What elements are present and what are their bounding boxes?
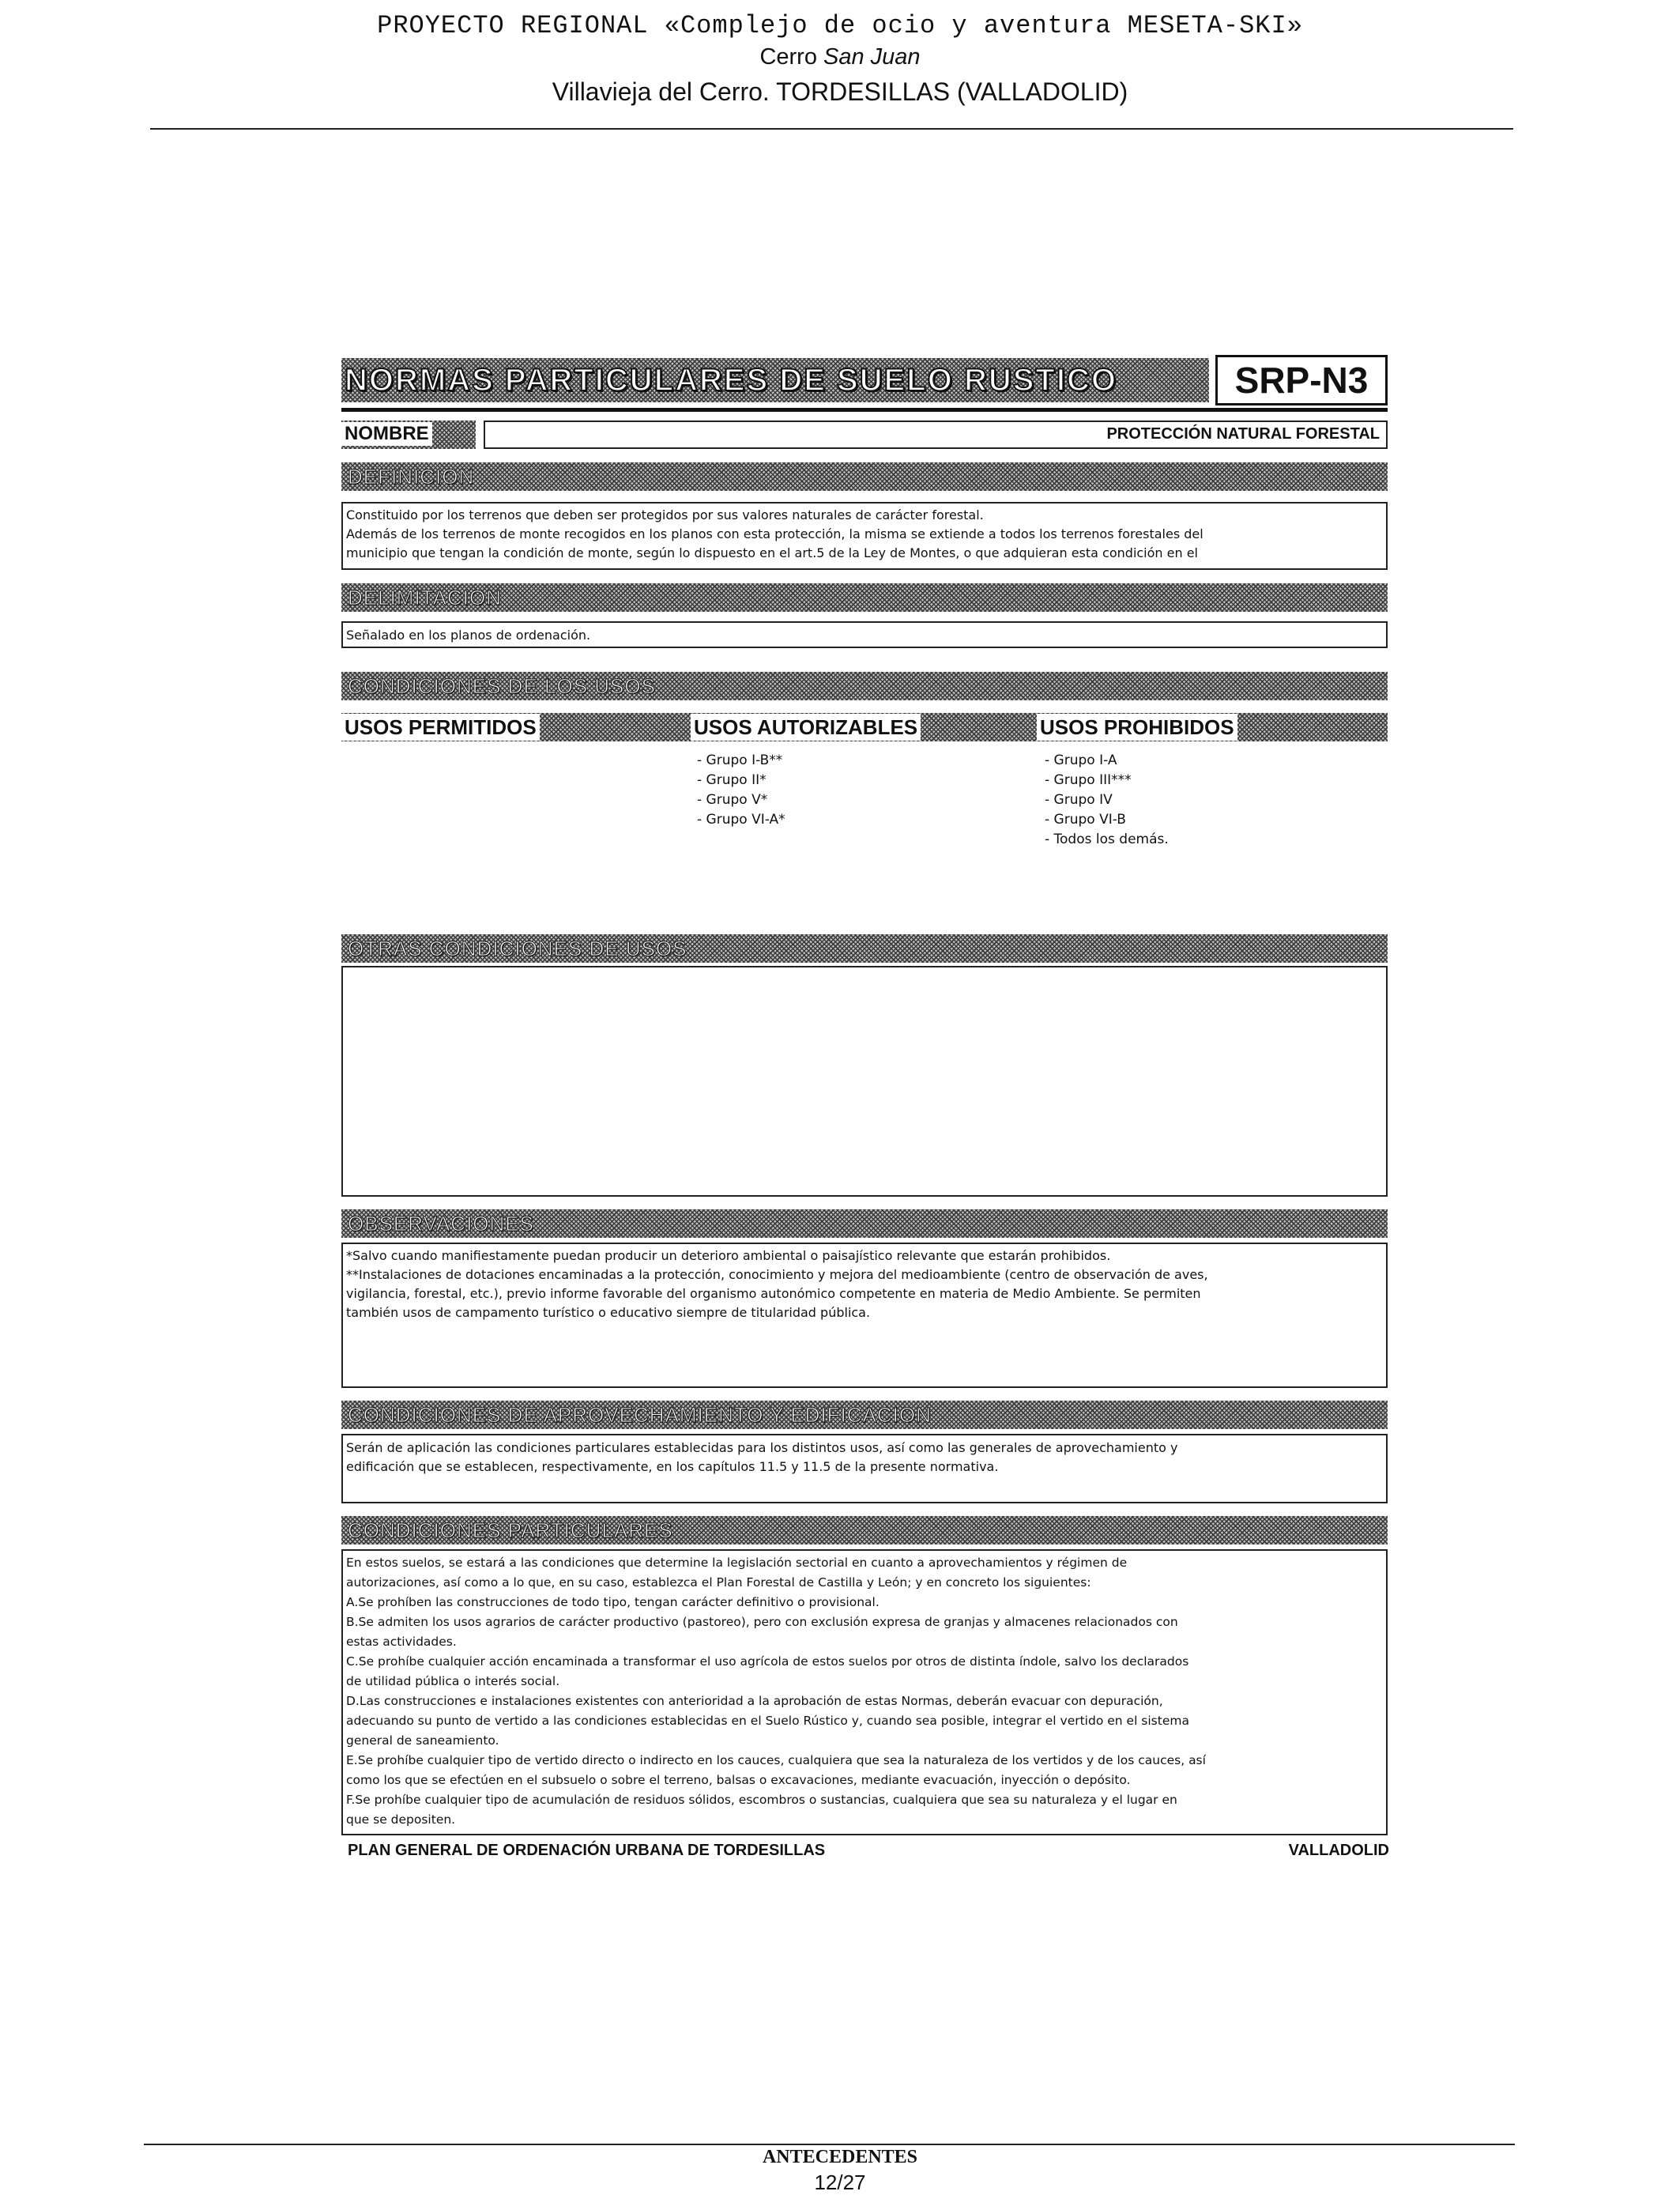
observaciones-line-3: vigilancia, forestal, etc.), previo informe favorable del organismo autonómico competente en materia de Medio Ambiente. Se permiten — [346, 1286, 1201, 1301]
title-underline — [341, 408, 1388, 412]
list-item: - Grupo VI-A* — [697, 812, 785, 828]
document-header-title: PROYECTO REGIONAL «Complejo de ocio y aventura MESETA-SKI» — [377, 11, 1303, 40]
aprovechamiento-title: CONDICIONES DE APROVECHAMIENTO Y EDIFICACION — [348, 1403, 932, 1427]
observaciones-title: OBSERVACIONES — [348, 1212, 534, 1235]
usos-autorizables-list — [697, 751, 1029, 830]
delimitacion-bar — [341, 583, 1388, 612]
particulares-title: CONDICIONES PARTICULARES — [348, 1518, 673, 1542]
nombre-value: PROTECCIÓN NATURAL FORESTAL — [1106, 425, 1380, 443]
particulares-line: estas actividades. — [346, 1635, 457, 1649]
document-header-location — [0, 44, 1680, 70]
condiciones-usos-title: CONDICIONES DE LOS USOS — [348, 674, 656, 698]
footer-section: ANTECEDENTES — [762, 2147, 918, 2167]
list-item: - Grupo VI-B — [1045, 812, 1126, 828]
aprovechamiento-line-1: Serán de aplicación las condiciones particulares establecidas para los distintos usos, así como las generales de aprovechamiento y — [346, 1440, 1178, 1455]
form-footer-right: VALLADOLID — [1288, 1842, 1389, 1859]
definicion-line-3: municipio que tengan la condición de monte, según lo dispuesto en el art.5 de la Ley de Montes, o que adquieran esta condición en el — [346, 545, 1198, 560]
page-number: 12/27 — [814, 2170, 866, 2194]
particulares-line: que se depositen. — [346, 1812, 456, 1827]
particulares-line: autorizaciones, así como a lo que, en su caso, establezca el Plan Forestal de Castilla y León; y en concreto los siguientes: — [346, 1575, 1091, 1590]
particulares-line: F.Se prohíbe cualquier tipo de acumulación de residuos sólidos, escombros o sustancias, cualquiera que sea su naturaleza y el lugar en — [346, 1793, 1177, 1807]
location-prefix: Cerro — [759, 44, 824, 70]
form-title-bar — [341, 358, 1209, 402]
observaciones-box — [341, 1243, 1388, 1388]
definicion-bar — [341, 462, 1388, 491]
document-header-municipality: Villavieja del Cerro. TORDESILLAS (VALLADOLID) — [552, 77, 1128, 106]
aprovechamiento-bar — [341, 1401, 1388, 1429]
particulares-line: B.Se admiten los usos agrarios de carácter productivo (pastoreo), pero con exclusión expresa de granjas y almacenes relacionados con — [346, 1615, 1178, 1629]
aprovechamiento-box — [341, 1434, 1388, 1503]
particulares-bar — [341, 1516, 1388, 1544]
particulares-line: En estos suelos, se estará a las condiciones que determine la legislación sectorial en cuanto a aprovechamientos y régimen de — [346, 1556, 1128, 1570]
usos-permitidos-label: USOS PERMITIDOS — [341, 714, 540, 741]
particulares-line: A.Se prohíben las construcciones de todo tipo, tengan carácter definitivo o provisional. — [346, 1595, 880, 1609]
particulares-line: de utilidad pública o interés social. — [346, 1674, 560, 1688]
nombre-field — [484, 421, 1388, 449]
particulares-line: general de saneamiento. — [346, 1733, 499, 1748]
observaciones-line-2: **Instalaciones de dotaciones encaminadas a la protección, conocimiento y mejora del medioambiente (centro de observación de aves, — [346, 1267, 1208, 1282]
particulares-line: adecuando su punto de vertido a las condiciones establecidas en el Suelo Rústico y, cuando sea posible, integrar el vertido en el sistema — [346, 1714, 1189, 1728]
form-footer-left: PLAN GENERAL DE ORDENACIÓN URBANA DE TORDESILLAS — [348, 1842, 826, 1859]
usos-autorizables-label: USOS AUTORIZABLES — [691, 714, 921, 741]
particulares-line: D.Las construcciones e instalaciones existentes con anterioridad a la aprobación de estas Normas, deberán evacuar con depuración, — [346, 1694, 1163, 1708]
delimitacion-text: Señalado en los planos de ordenación. — [346, 628, 591, 643]
particulares-box — [341, 1549, 1388, 1835]
footer-divider — [144, 2144, 1515, 2145]
definicion-line-1: Constituido por los terrenos que deben ser protegidos por sus valores naturales de carácter forestal. — [346, 507, 984, 522]
definicion-title: DEFINICION — [348, 465, 475, 488]
definicion-box — [341, 502, 1388, 570]
list-item: - Todos los demás. — [1045, 832, 1169, 847]
usos-prohibidos-list — [1045, 751, 1377, 850]
usos-prohibidos-label: USOS PROHIBIDOS — [1037, 714, 1237, 741]
list-item: - Grupo V* — [697, 792, 768, 808]
location-italic: San Juan — [823, 44, 921, 70]
form-code: SRP-N3 — [1215, 355, 1388, 405]
particulares-line: E.Se prohíbe cualquier tipo de vertido directo o indirecto en los cauces, cualquiera que sea la naturaleza de los vertidos y de los cauces, así — [346, 1753, 1206, 1767]
delimitacion-title: DELIMITACION — [348, 586, 502, 609]
form-title: NORMAS PARTICULARES DE SUELO RUSTICO — [345, 363, 1117, 398]
aprovechamiento-line-2: edificación que se establecen, respectivamente, en los capítulos 11.5 y 11.5 de la presente normativa. — [346, 1459, 999, 1474]
particulares-line: C.Se prohíbe cualquier acción encaminada a transformar el uso agrícola de estos suelos por otros de distinta índole, salvo los declarados — [346, 1654, 1189, 1669]
condiciones-usos-bar — [341, 672, 1388, 700]
usos-headers-bar — [341, 713, 1388, 741]
nombre-label-bar — [341, 421, 476, 449]
otras-condiciones-title: OTRAS CONDICIONES DE USOS — [348, 937, 687, 960]
nombre-label: NOMBRE — [341, 422, 432, 446]
header-divider — [150, 128, 1513, 130]
observaciones-line-1: *Salvo cuando manifiestamente puedan producir un deterioro ambiental o paisajístico relevante que estarán prohibidos. — [346, 1248, 1111, 1263]
delimitacion-box — [341, 621, 1388, 648]
list-item: - Grupo II* — [697, 772, 767, 788]
otras-condiciones-bar — [341, 934, 1388, 963]
list-item: - Grupo I-B** — [697, 752, 783, 768]
definicion-line-2: Además de los terrenos de monte recogidos en los planos con esta protección, la misma se extiende a todos los terrenos forestales del — [346, 526, 1203, 541]
otras-condiciones-box — [341, 966, 1388, 1197]
observaciones-line-4: también usos de campamento turístico o educativo siempre de titularidad pública. — [346, 1305, 871, 1320]
particulares-line: como los que se efectúen en el subsuelo o sobre el terreno, balsas o excavaciones, mediante evacuación, inyección o depósito. — [346, 1773, 1131, 1787]
observaciones-bar — [341, 1209, 1388, 1238]
list-item: - Grupo III*** — [1045, 772, 1132, 788]
list-item: - Grupo I-A — [1045, 752, 1117, 768]
list-item: - Grupo IV — [1045, 792, 1113, 808]
